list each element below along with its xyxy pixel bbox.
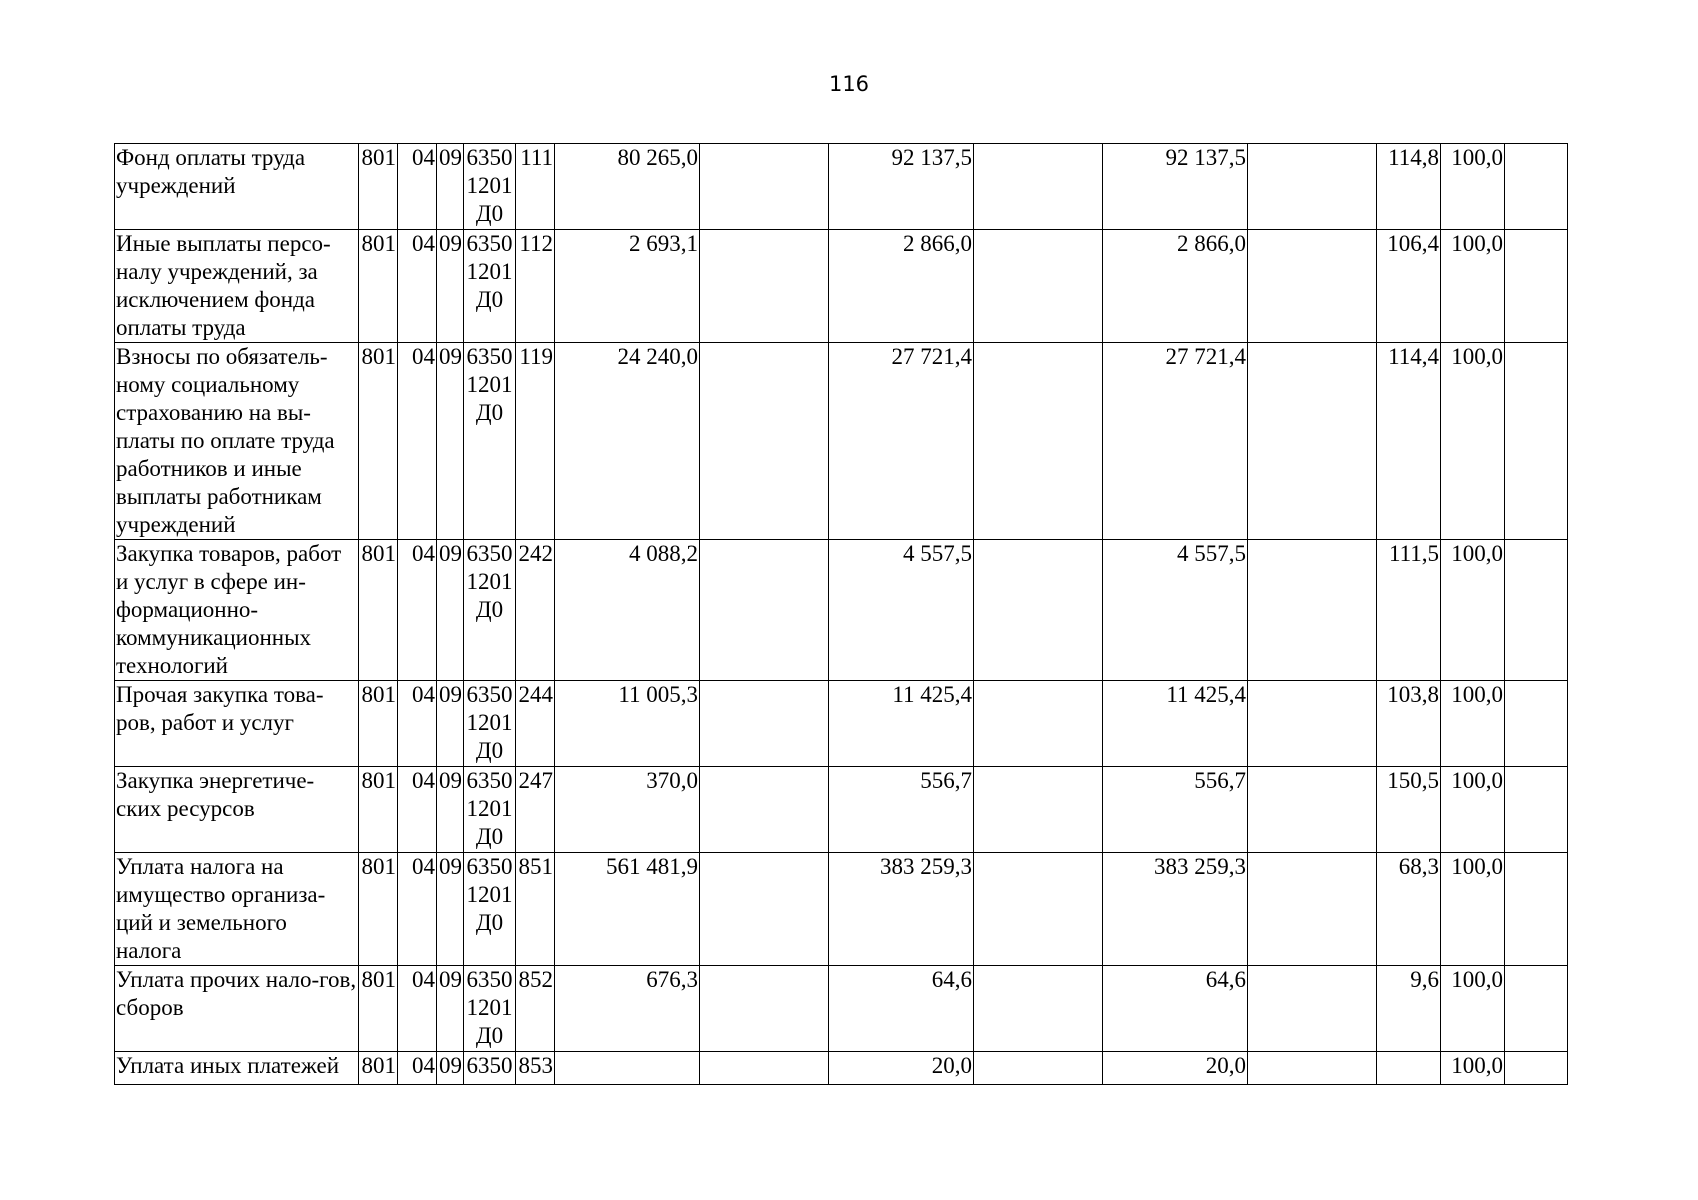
section-code: 04 <box>398 1052 437 1085</box>
row-name: Прочая закупка това-ров, работ и услуг <box>115 681 359 767</box>
percent-1: 150,5 <box>1377 767 1441 853</box>
empty-cell <box>1248 767 1377 853</box>
value-2: 20,0 <box>829 1052 974 1085</box>
percent-1: 111,5 <box>1377 540 1441 681</box>
target-article-code: 6350 1201 Д0 <box>464 767 516 853</box>
value-1: 676,3 <box>555 966 700 1052</box>
ministry-code: 801 <box>359 230 398 343</box>
percent-2: 100,0 <box>1441 540 1505 681</box>
empty-cell <box>700 1052 829 1085</box>
subsection-code: 09 <box>437 853 464 966</box>
percent-1: 114,8 <box>1377 144 1441 230</box>
ministry-code: 801 <box>359 540 398 681</box>
empty-cell <box>974 1052 1103 1085</box>
percent-1: 9,6 <box>1377 966 1441 1052</box>
empty-cell <box>1505 681 1568 767</box>
target-article-code: 6350 1201 Д0 <box>464 966 516 1052</box>
empty-cell <box>1505 144 1568 230</box>
subsection-code: 09 <box>437 681 464 767</box>
empty-cell <box>1248 540 1377 681</box>
empty-cell <box>1505 343 1568 540</box>
row-name: Уплата иных платежей <box>115 1052 359 1085</box>
table-row <box>115 767 1568 853</box>
value-2: 2 866,0 <box>829 230 974 343</box>
empty-cell <box>700 230 829 343</box>
row-name: Взносы по обязатель-ному социальному страхованию на вы-платы по оплате труда работников и иные выплаты работникам учреждений <box>115 343 359 540</box>
value-2: 27 721,4 <box>829 343 974 540</box>
value-3: 92 137,5 <box>1103 144 1248 230</box>
target-article-code: 6350 1201 Д0 <box>464 853 516 966</box>
value-3: 11 425,4 <box>1103 681 1248 767</box>
table-row <box>115 144 1568 230</box>
value-1: 561 481,9 <box>555 853 700 966</box>
empty-cell <box>974 540 1103 681</box>
percent-1: 114,4 <box>1377 343 1441 540</box>
empty-cell <box>700 853 829 966</box>
empty-cell <box>1505 1052 1568 1085</box>
empty-cell <box>974 767 1103 853</box>
section-code: 04 <box>398 144 437 230</box>
expense-type-code: 119 <box>516 343 555 540</box>
section-code: 04 <box>398 853 437 966</box>
empty-cell <box>700 966 829 1052</box>
empty-cell <box>700 681 829 767</box>
value-2: 64,6 <box>829 966 974 1052</box>
value-1: 2 693,1 <box>555 230 700 343</box>
value-3: 383 259,3 <box>1103 853 1248 966</box>
row-name: Иные выплаты персо-налу учреждений, за исключением фонда оплаты труда <box>115 230 359 343</box>
empty-cell <box>1505 767 1568 853</box>
subsection-code: 09 <box>437 966 464 1052</box>
table-row <box>115 681 1568 767</box>
budget-table <box>114 143 1568 1085</box>
table-row <box>115 853 1568 966</box>
value-1 <box>555 1052 700 1085</box>
table-row <box>115 540 1568 681</box>
section-code: 04 <box>398 230 437 343</box>
expense-type-code: 852 <box>516 966 555 1052</box>
empty-cell <box>1505 230 1568 343</box>
table-body <box>115 144 1568 1085</box>
empty-cell <box>974 681 1103 767</box>
empty-cell <box>1505 966 1568 1052</box>
percent-1 <box>1377 1052 1441 1085</box>
value-3: 64,6 <box>1103 966 1248 1052</box>
ministry-code: 801 <box>359 144 398 230</box>
value-1: 24 240,0 <box>555 343 700 540</box>
expense-type-code: 112 <box>516 230 555 343</box>
ministry-code: 801 <box>359 966 398 1052</box>
table-row <box>115 966 1568 1052</box>
subsection-code: 09 <box>437 1052 464 1085</box>
empty-cell <box>974 144 1103 230</box>
percent-2: 100,0 <box>1441 343 1505 540</box>
percent-2: 100,0 <box>1441 144 1505 230</box>
expense-type-code: 242 <box>516 540 555 681</box>
expense-type-code: 111 <box>516 144 555 230</box>
expense-type-code: 853 <box>516 1052 555 1085</box>
empty-cell <box>974 853 1103 966</box>
subsection-code: 09 <box>437 343 464 540</box>
empty-cell <box>1248 343 1377 540</box>
percent-1: 68,3 <box>1377 853 1441 966</box>
value-3: 2 866,0 <box>1103 230 1248 343</box>
value-2: 92 137,5 <box>829 144 974 230</box>
empty-cell <box>700 767 829 853</box>
ministry-code: 801 <box>359 343 398 540</box>
row-name: Закупка энергетиче-ских ресурсов <box>115 767 359 853</box>
value-3: 27 721,4 <box>1103 343 1248 540</box>
subsection-code: 09 <box>437 767 464 853</box>
section-code: 04 <box>398 343 437 540</box>
value-1: 80 265,0 <box>555 144 700 230</box>
percent-2: 100,0 <box>1441 681 1505 767</box>
percent-2: 100,0 <box>1441 767 1505 853</box>
empty-cell <box>700 343 829 540</box>
empty-cell <box>1248 966 1377 1052</box>
ministry-code: 801 <box>359 853 398 966</box>
empty-cell <box>974 966 1103 1052</box>
empty-cell <box>1248 681 1377 767</box>
value-2: 11 425,4 <box>829 681 974 767</box>
target-article-code: 6350 1201 Д0 <box>464 681 516 767</box>
expense-type-code: 247 <box>516 767 555 853</box>
empty-cell <box>974 230 1103 343</box>
target-article-code: 6350 1201 Д0 <box>464 540 516 681</box>
percent-1: 106,4 <box>1377 230 1441 343</box>
empty-cell <box>1505 540 1568 681</box>
subsection-code: 09 <box>437 144 464 230</box>
value-3: 4 557,5 <box>1103 540 1248 681</box>
percent-2: 100,0 <box>1441 853 1505 966</box>
target-article-code: 6350 <box>464 1052 516 1085</box>
row-name: Фонд оплаты труда учреждений <box>115 144 359 230</box>
section-code: 04 <box>398 681 437 767</box>
section-code: 04 <box>398 540 437 681</box>
section-code: 04 <box>398 966 437 1052</box>
value-3: 20,0 <box>1103 1052 1248 1085</box>
empty-cell <box>700 144 829 230</box>
target-article-code: 6350 1201 Д0 <box>464 144 516 230</box>
expense-type-code: 244 <box>516 681 555 767</box>
empty-cell <box>1248 230 1377 343</box>
empty-cell <box>700 540 829 681</box>
empty-cell <box>1505 853 1568 966</box>
empty-cell <box>1248 853 1377 966</box>
subsection-code: 09 <box>437 540 464 681</box>
ministry-code: 801 <box>359 767 398 853</box>
percent-1: 103,8 <box>1377 681 1441 767</box>
empty-cell <box>1248 1052 1377 1085</box>
percent-2: 100,0 <box>1441 966 1505 1052</box>
value-2: 4 557,5 <box>829 540 974 681</box>
value-1: 11 005,3 <box>555 681 700 767</box>
row-name: Уплата налога на имущество организа-ций и земельного налога <box>115 853 359 966</box>
value-2: 383 259,3 <box>829 853 974 966</box>
table-row <box>115 1052 1568 1085</box>
target-article-code: 6350 1201 Д0 <box>464 343 516 540</box>
percent-2: 100,0 <box>1441 1052 1505 1085</box>
table-row <box>115 230 1568 343</box>
percent-2: 100,0 <box>1441 230 1505 343</box>
table-row <box>115 343 1568 540</box>
value-1: 4 088,2 <box>555 540 700 681</box>
empty-cell <box>974 343 1103 540</box>
row-name: Уплата прочих нало-гов, сборов <box>115 966 359 1052</box>
subsection-code: 09 <box>437 230 464 343</box>
page-number: 116 <box>828 72 870 96</box>
value-2: 556,7 <box>829 767 974 853</box>
expense-type-code: 851 <box>516 853 555 966</box>
empty-cell <box>1248 144 1377 230</box>
value-1: 370,0 <box>555 767 700 853</box>
section-code: 04 <box>398 767 437 853</box>
value-3: 556,7 <box>1103 767 1248 853</box>
ministry-code: 801 <box>359 681 398 767</box>
row-name: Закупка товаров, работ и услуг в сфере ин-формационно-коммуникационных технологий <box>115 540 359 681</box>
target-article-code: 6350 1201 Д0 <box>464 230 516 343</box>
ministry-code: 801 <box>359 1052 398 1085</box>
